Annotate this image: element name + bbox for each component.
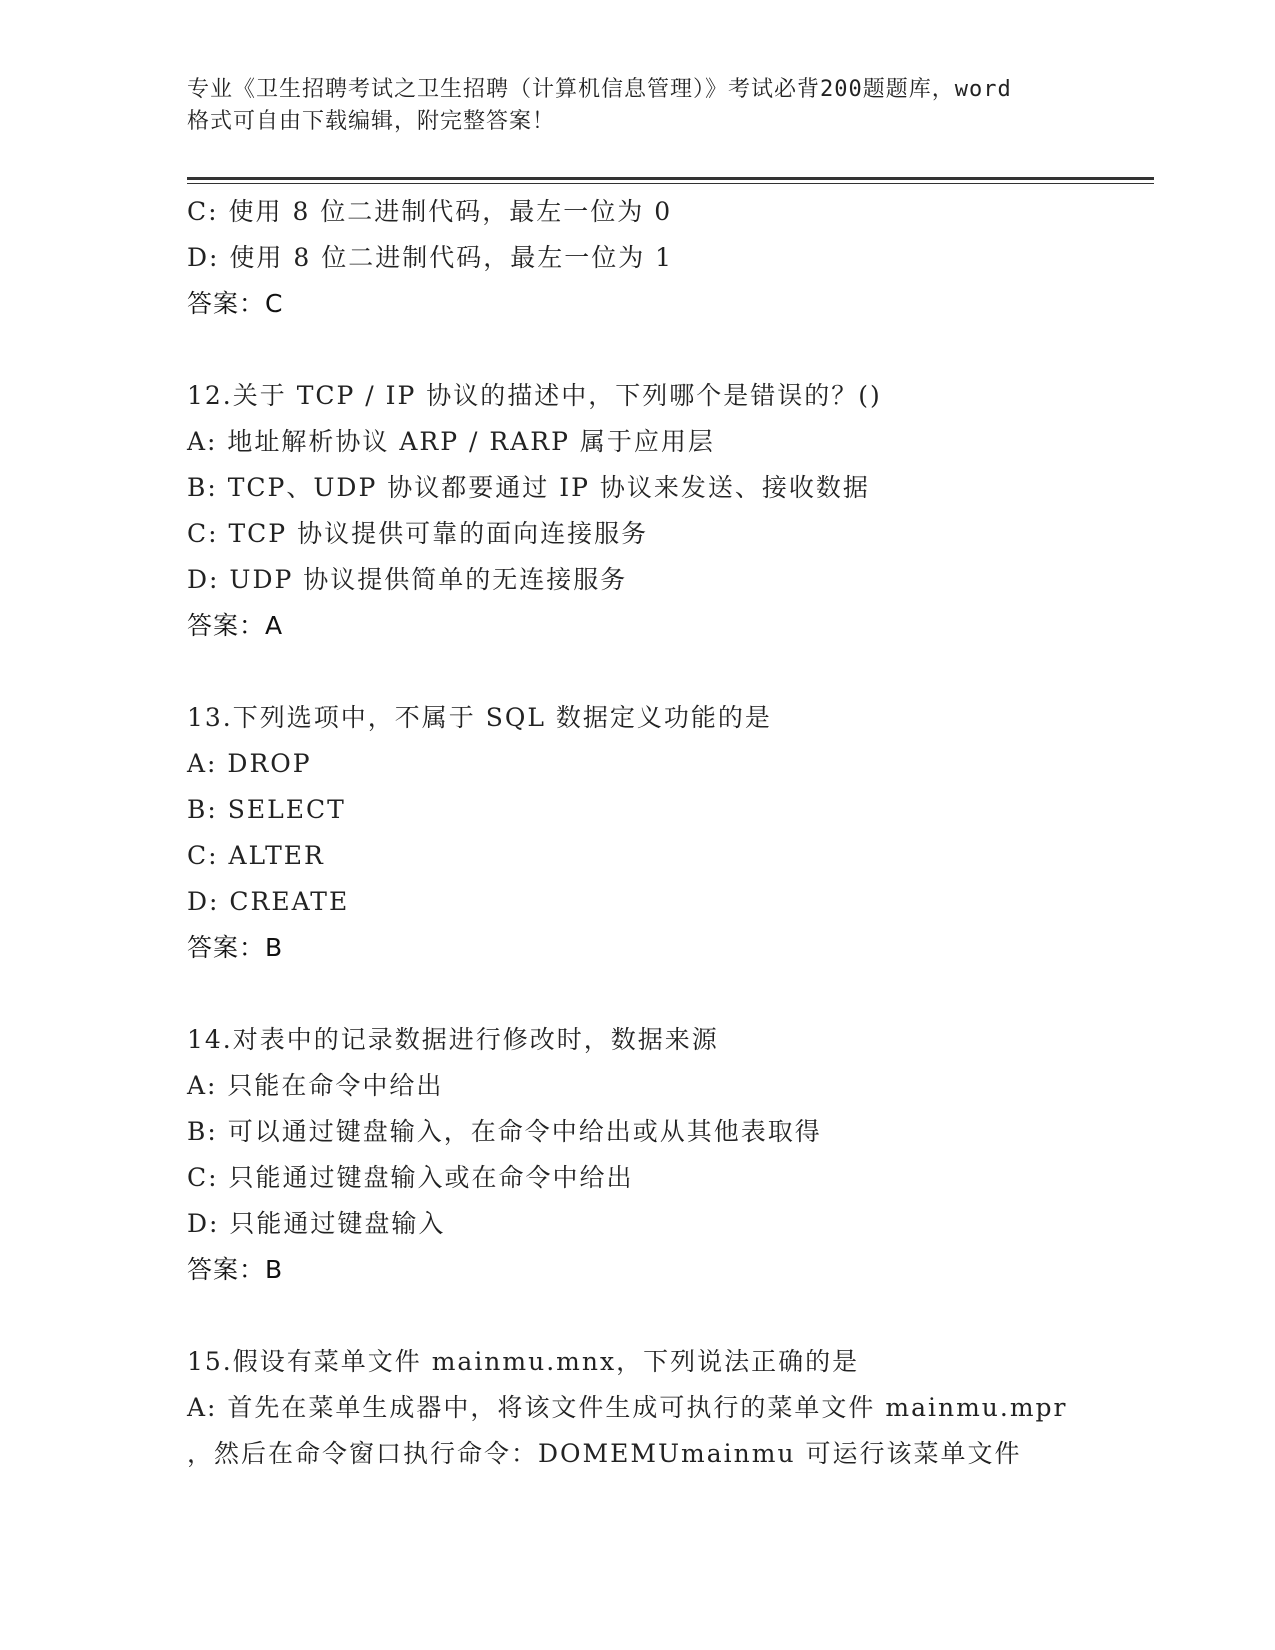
option-b: B: SELECT (187, 795, 346, 824)
option-a-line-2: ，然后在命令窗口执行命令：DOMEMUmainmu 可运行该菜单文件 (187, 1439, 1022, 1468)
option-d: D: UDP 协议提供简单的无连接服务 (187, 565, 628, 594)
option-d: D: CREATE (187, 887, 350, 916)
question-text: 13.下列选项中，不属于 SQL 数据定义功能的是 (187, 703, 772, 732)
answer-label: 答案：A (187, 611, 284, 640)
question-text: 12.关于 TCP / IP 协议的描述中，下列哪个是错误的？() (187, 381, 882, 410)
question-list (187, 189, 1147, 1477)
spacer (187, 971, 1147, 1017)
header-divider-thick (187, 177, 1154, 180)
option-a: A: 地址解析协议 ARP / RARP 属于应用层 (187, 427, 715, 456)
option-c: C: 使用 8 位二进制代码，最左一位为 0 (187, 197, 673, 226)
spacer (187, 1293, 1147, 1339)
spacer (187, 649, 1147, 695)
option-a: A: 只能在命令中给出 (187, 1071, 444, 1100)
option-c: C: 只能通过键盘输入或在命令中给出 (187, 1163, 634, 1192)
answer-label: 答案：C (187, 289, 284, 318)
question-14 (187, 1017, 1147, 1293)
document-header (187, 74, 1087, 138)
header-divider-thin (187, 183, 1154, 184)
header-title-line-1: 专业《卫生招聘考试之卫生招聘（计算机信息管理）》考试必背200题题库，word (187, 77, 1012, 102)
question-15 (187, 1339, 1147, 1477)
option-c: C: TCP 协议提供可靠的面向连接服务 (187, 519, 649, 548)
option-b: B: 可以通过键盘输入，在命令中给出或从其他表取得 (187, 1117, 822, 1146)
option-b: B: TCP、UDP 协议都要通过 IP 协议来发送、接收数据 (187, 473, 870, 502)
question-11-tail (187, 189, 1147, 327)
question-12 (187, 373, 1147, 649)
answer-label: 答案：B (187, 933, 284, 962)
option-a: A: DROP (187, 749, 312, 778)
option-d: D: 只能通过键盘输入 (187, 1209, 446, 1238)
question-text: 14.对表中的记录数据进行修改时，数据来源 (187, 1025, 719, 1054)
spacer (187, 327, 1147, 373)
answer-label: 答案：B (187, 1255, 284, 1284)
question-13 (187, 695, 1147, 971)
option-c: C: ALTER (187, 841, 325, 870)
question-text: 15.假设有菜单文件 mainmu.mnx，下列说法正确的是 (187, 1347, 860, 1376)
header-title-line-2: 格式可自由下载编辑，附完整答案！ (187, 109, 556, 134)
option-d: D: 使用 8 位二进制代码，最左一位为 1 (187, 243, 674, 272)
option-a-line-1: A: 首先在菜单生成器中，将该文件生成可执行的菜单文件 mainmu.mpr (187, 1393, 1068, 1422)
